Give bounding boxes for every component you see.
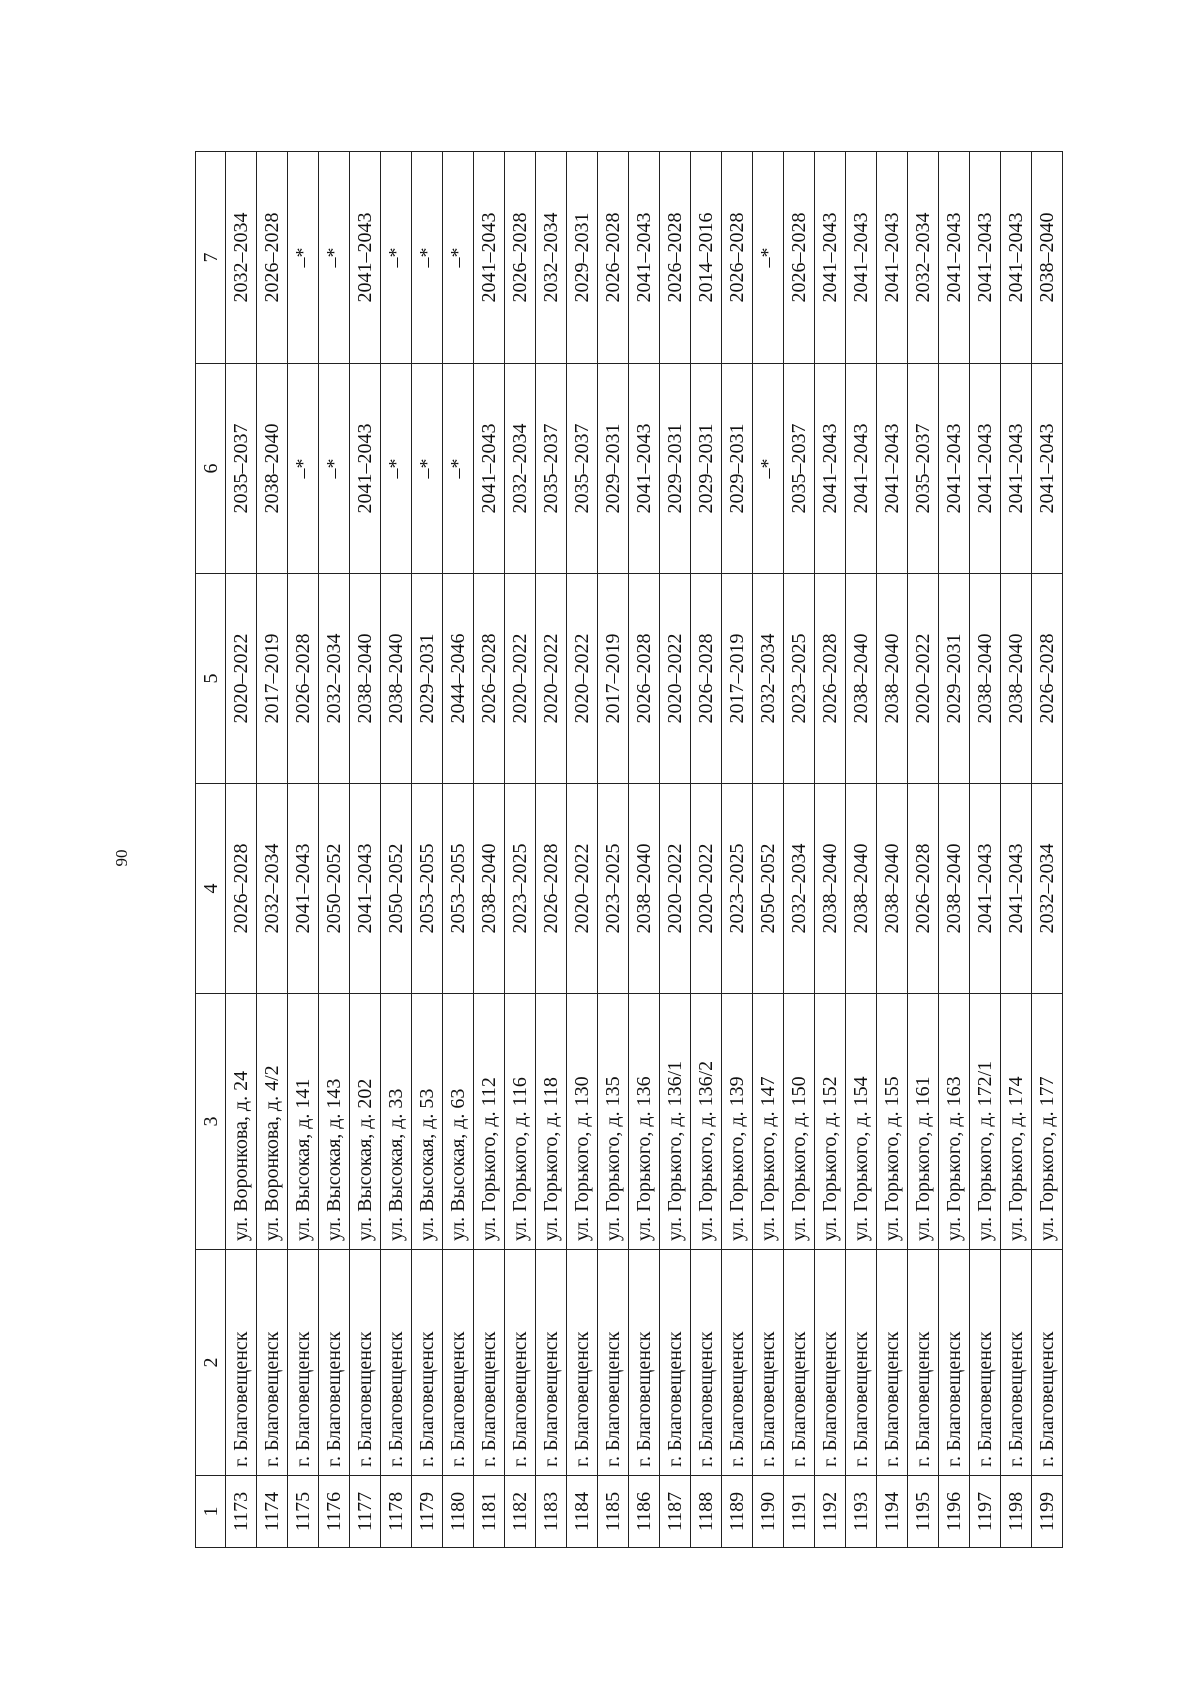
address-cell: ул. Горького, д. 135 xyxy=(598,994,629,1250)
period-col6-cell: 2041–2043 xyxy=(1001,364,1032,574)
column-header-4: 4 xyxy=(196,784,226,994)
period-col5-cell: 2020–2022 xyxy=(536,574,567,784)
period-col6-cell: 2029–2031 xyxy=(660,364,691,574)
period-col4-cell: 2041–2043 xyxy=(1001,784,1032,994)
period-col4-cell: 2026–2028 xyxy=(536,784,567,994)
period-col4-cell: 2032–2034 xyxy=(784,784,815,994)
city-cell: г. Благовещенск xyxy=(412,1250,443,1476)
address-cell: ул. Горького, д. 152 xyxy=(815,994,846,1250)
period-col7-cell: 2041–2043 xyxy=(815,152,846,364)
address-cell: ул. Горького, д. 154 xyxy=(846,994,877,1250)
period-col7-cell: 2041–2043 xyxy=(939,152,970,364)
row-number-cell: 1185 xyxy=(598,1476,629,1548)
table-row xyxy=(629,152,660,1548)
data-table xyxy=(195,151,1063,1548)
address-cell: ул. Горького, д. 139 xyxy=(722,994,753,1250)
row-number-cell: 1188 xyxy=(691,1476,722,1548)
row-number-cell: 1193 xyxy=(846,1476,877,1548)
table-row xyxy=(381,152,412,1548)
period-col5-cell: 2044–2046 xyxy=(443,574,474,784)
period-col4-cell: 2020–2022 xyxy=(660,784,691,994)
table-body xyxy=(226,152,1063,1548)
address-cell: ул. Высокая, д. 141 xyxy=(288,994,319,1250)
row-number-cell: 1179 xyxy=(412,1476,443,1548)
row-number-cell: 1176 xyxy=(319,1476,350,1548)
table-row xyxy=(598,152,629,1548)
table-row xyxy=(412,152,443,1548)
row-number-cell: 1187 xyxy=(660,1476,691,1548)
period-col5-cell: 2020–2022 xyxy=(226,574,257,784)
period-col4-cell: 2041–2043 xyxy=(970,784,1001,994)
period-col6-cell: –* xyxy=(288,364,319,574)
column-header-7: 7 xyxy=(196,152,226,364)
table-row xyxy=(319,152,350,1548)
address-cell: ул. Высокая, д. 33 xyxy=(381,994,412,1250)
period-col5-cell: 2026–2028 xyxy=(629,574,660,784)
period-col4-cell: 2053–2055 xyxy=(412,784,443,994)
period-col7-cell: –* xyxy=(443,152,474,364)
address-cell: ул. Горького, д. 136 xyxy=(629,994,660,1250)
period-col7-cell: 2041–2043 xyxy=(877,152,908,364)
table-row xyxy=(660,152,691,1548)
address-cell: ул. Высокая, д. 63 xyxy=(443,994,474,1250)
city-cell: г. Благовещенск xyxy=(908,1250,939,1476)
city-cell: г. Благовещенск xyxy=(939,1250,970,1476)
city-cell: г. Благовещенск xyxy=(257,1250,288,1476)
period-col6-cell: 2035–2037 xyxy=(784,364,815,574)
row-number-cell: 1173 xyxy=(226,1476,257,1548)
table-row xyxy=(257,152,288,1548)
period-col7-cell: 2014–2016 xyxy=(691,152,722,364)
period-col6-cell: 2041–2043 xyxy=(970,364,1001,574)
period-col7-cell: 2041–2043 xyxy=(350,152,381,364)
address-cell: ул. Горького, д. 163 xyxy=(939,994,970,1250)
column-header-1: 1 xyxy=(196,1476,226,1548)
table-row xyxy=(350,152,381,1548)
header-row xyxy=(196,152,226,1548)
city-cell: г. Благовещенск xyxy=(970,1250,1001,1476)
period-col7-cell: 2032–2034 xyxy=(536,152,567,364)
period-col5-cell: 2026–2028 xyxy=(474,574,505,784)
period-col5-cell: 2029–2031 xyxy=(939,574,970,784)
table-row xyxy=(691,152,722,1548)
city-cell: г. Благовещенск xyxy=(505,1250,536,1476)
column-header-6: 6 xyxy=(196,364,226,574)
period-col6-cell: 2041–2043 xyxy=(1032,364,1063,574)
city-cell: г. Благовещенск xyxy=(815,1250,846,1476)
period-col7-cell: 2026–2028 xyxy=(257,152,288,364)
period-col4-cell: 2023–2025 xyxy=(598,784,629,994)
address-cell: ул. Горького, д. 130 xyxy=(567,994,598,1250)
table-header xyxy=(196,152,226,1548)
address-cell: ул. Высокая, д. 143 xyxy=(319,994,350,1250)
period-col6-cell: 2041–2043 xyxy=(474,364,505,574)
row-number-cell: 1189 xyxy=(722,1476,753,1548)
row-number-cell: 1180 xyxy=(443,1476,474,1548)
row-number-cell: 1191 xyxy=(784,1476,815,1548)
column-header-2: 2 xyxy=(196,1250,226,1476)
table-row xyxy=(970,152,1001,1548)
table-row xyxy=(288,152,319,1548)
period-col6-cell: 2035–2037 xyxy=(567,364,598,574)
city-cell: г. Благовещенск xyxy=(350,1250,381,1476)
period-col7-cell: 2026–2028 xyxy=(505,152,536,364)
period-col4-cell: 2038–2040 xyxy=(629,784,660,994)
row-number-cell: 1181 xyxy=(474,1476,505,1548)
period-col6-cell: 2029–2031 xyxy=(598,364,629,574)
period-col6-cell: –* xyxy=(443,364,474,574)
city-cell: г. Благовещенск xyxy=(288,1250,319,1476)
address-cell: ул. Горького, д. 172/1 xyxy=(970,994,1001,1250)
period-col6-cell: 2041–2043 xyxy=(877,364,908,574)
period-col4-cell: 2050–2052 xyxy=(381,784,412,994)
period-col7-cell: 2032–2034 xyxy=(908,152,939,364)
table-row xyxy=(226,152,257,1548)
period-col5-cell: 2026–2028 xyxy=(288,574,319,784)
city-cell: г. Благовещенск xyxy=(1032,1250,1063,1476)
city-cell: г. Благовещенск xyxy=(784,1250,815,1476)
row-number-cell: 1197 xyxy=(970,1476,1001,1548)
table-row xyxy=(908,152,939,1548)
city-cell: г. Благовещенск xyxy=(536,1250,567,1476)
row-number-cell: 1186 xyxy=(629,1476,660,1548)
address-cell: ул. Горького, д. 112 xyxy=(474,994,505,1250)
address-cell: ул. Горького, д. 136/1 xyxy=(660,994,691,1250)
period-col4-cell: 2023–2025 xyxy=(505,784,536,994)
table-row xyxy=(567,152,598,1548)
table-row xyxy=(753,152,784,1548)
row-number-cell: 1175 xyxy=(288,1476,319,1548)
row-number-cell: 1182 xyxy=(505,1476,536,1548)
period-col5-cell: 2020–2022 xyxy=(567,574,598,784)
period-col5-cell: 2029–2031 xyxy=(412,574,443,784)
row-number-cell: 1174 xyxy=(257,1476,288,1548)
column-header-5: 5 xyxy=(196,574,226,784)
period-col5-cell: 2038–2040 xyxy=(970,574,1001,784)
period-col6-cell: 2041–2043 xyxy=(350,364,381,574)
period-col6-cell: 2041–2043 xyxy=(846,364,877,574)
period-col6-cell: –* xyxy=(319,364,350,574)
table-row xyxy=(474,152,505,1548)
row-number-cell: 1194 xyxy=(877,1476,908,1548)
city-cell: г. Благовещенск xyxy=(226,1250,257,1476)
address-cell: ул. Горького, д. 150 xyxy=(784,994,815,1250)
table-row xyxy=(1001,152,1032,1548)
period-col5-cell: 2023–2025 xyxy=(784,574,815,784)
address-cell: ул. Горького, д. 155 xyxy=(877,994,908,1250)
address-cell: ул. Горького, д. 174 xyxy=(1001,994,1032,1250)
address-cell: ул. Высокая, д. 53 xyxy=(412,994,443,1250)
address-cell: ул. Высокая, д. 202 xyxy=(350,994,381,1250)
period-col4-cell: 2053–2055 xyxy=(443,784,474,994)
period-col4-cell: 2038–2040 xyxy=(815,784,846,994)
period-col6-cell: –* xyxy=(412,364,443,574)
period-col6-cell: 2041–2043 xyxy=(815,364,846,574)
period-col7-cell: 2026–2028 xyxy=(722,152,753,364)
period-col7-cell: 2038–2040 xyxy=(1032,152,1063,364)
table-row xyxy=(505,152,536,1548)
city-cell: г. Благовещенск xyxy=(381,1250,412,1476)
period-col4-cell: 2026–2028 xyxy=(908,784,939,994)
period-col5-cell: 2020–2022 xyxy=(660,574,691,784)
period-col4-cell: 2023–2025 xyxy=(722,784,753,994)
city-cell: г. Благовещенск xyxy=(443,1250,474,1476)
period-col6-cell: 2041–2043 xyxy=(939,364,970,574)
table-row xyxy=(939,152,970,1548)
period-col7-cell: 2041–2043 xyxy=(846,152,877,364)
period-col4-cell: 2041–2043 xyxy=(350,784,381,994)
city-cell: г. Благовещенск xyxy=(877,1250,908,1476)
period-col7-cell: –* xyxy=(412,152,443,364)
page-number: 90 xyxy=(112,849,131,867)
table-row xyxy=(784,152,815,1548)
period-col4-cell: 2038–2040 xyxy=(474,784,505,994)
table-row xyxy=(846,152,877,1548)
period-col7-cell: 2041–2043 xyxy=(629,152,660,364)
city-cell: г. Благовещенск xyxy=(474,1250,505,1476)
address-cell: ул. Горького, д. 177 xyxy=(1032,994,1063,1250)
period-col4-cell: 2038–2040 xyxy=(846,784,877,994)
row-number-cell: 1177 xyxy=(350,1476,381,1548)
address-cell: ул. Горького, д. 136/2 xyxy=(691,994,722,1250)
city-cell: г. Благовещенск xyxy=(660,1250,691,1476)
row-number-cell: 1184 xyxy=(567,1476,598,1548)
period-col4-cell: 2026–2028 xyxy=(226,784,257,994)
table-row xyxy=(877,152,908,1548)
period-col5-cell: 2038–2040 xyxy=(1001,574,1032,784)
period-col7-cell: –* xyxy=(288,152,319,364)
period-col6-cell: 2035–2037 xyxy=(908,364,939,574)
period-col5-cell: 2026–2028 xyxy=(1032,574,1063,784)
period-col6-cell: 2041–2043 xyxy=(629,364,660,574)
period-col4-cell: 2020–2022 xyxy=(691,784,722,994)
period-col5-cell: 2026–2028 xyxy=(691,574,722,784)
row-number-cell: 1192 xyxy=(815,1476,846,1548)
period-col4-cell: 2038–2040 xyxy=(939,784,970,994)
period-col4-cell: 2020–2022 xyxy=(567,784,598,994)
period-col5-cell: 2017–2019 xyxy=(598,574,629,784)
period-col4-cell: 2038–2040 xyxy=(877,784,908,994)
period-col7-cell: –* xyxy=(753,152,784,364)
period-col4-cell: 2050–2052 xyxy=(753,784,784,994)
period-col7-cell: 2026–2028 xyxy=(660,152,691,364)
address-cell: ул. Горького, д. 116 xyxy=(505,994,536,1250)
row-number-cell: 1195 xyxy=(908,1476,939,1548)
period-col7-cell: 2041–2043 xyxy=(970,152,1001,364)
city-cell: г. Благовещенск xyxy=(598,1250,629,1476)
period-col4-cell: 2050–2052 xyxy=(319,784,350,994)
period-col7-cell: 2041–2043 xyxy=(1001,152,1032,364)
period-col5-cell: 2032–2034 xyxy=(319,574,350,784)
city-cell: г. Благовещенск xyxy=(722,1250,753,1476)
table-row xyxy=(536,152,567,1548)
city-cell: г. Благовещенск xyxy=(691,1250,722,1476)
period-col6-cell: 2029–2031 xyxy=(722,364,753,574)
period-col7-cell: 2041–2043 xyxy=(474,152,505,364)
period-col5-cell: 2017–2019 xyxy=(257,574,288,784)
period-col6-cell: 2038–2040 xyxy=(257,364,288,574)
period-col5-cell: 2026–2028 xyxy=(815,574,846,784)
address-cell: ул. Горького, д. 147 xyxy=(753,994,784,1250)
period-col5-cell: 2020–2022 xyxy=(908,574,939,784)
table-row xyxy=(815,152,846,1548)
period-col7-cell: 2026–2028 xyxy=(598,152,629,364)
period-col6-cell: –* xyxy=(753,364,784,574)
row-number-cell: 1196 xyxy=(939,1476,970,1548)
address-cell: ул. Воронкова, д. 24 xyxy=(226,994,257,1250)
table-row xyxy=(1032,152,1063,1548)
period-col7-cell: –* xyxy=(319,152,350,364)
period-col7-cell: –* xyxy=(381,152,412,364)
row-number-cell: 1178 xyxy=(381,1476,412,1548)
city-cell: г. Благовещенск xyxy=(567,1250,598,1476)
period-col7-cell: 2026–2028 xyxy=(784,152,815,364)
address-cell: ул. Воронкова, д. 4/2 xyxy=(257,994,288,1250)
period-col4-cell: 2041–2043 xyxy=(288,784,319,994)
city-cell: г. Благовещенск xyxy=(1001,1250,1032,1476)
row-number-cell: 1199 xyxy=(1032,1476,1063,1548)
period-col5-cell: 2038–2040 xyxy=(350,574,381,784)
address-cell: ул. Горького, д. 118 xyxy=(536,994,567,1250)
period-col6-cell: 2035–2037 xyxy=(226,364,257,574)
period-col4-cell: 2032–2034 xyxy=(257,784,288,994)
period-col6-cell: 2035–2037 xyxy=(536,364,567,574)
row-number-cell: 1183 xyxy=(536,1476,567,1548)
city-cell: г. Благовещенск xyxy=(753,1250,784,1476)
city-cell: г. Благовещенск xyxy=(629,1250,660,1476)
table-row xyxy=(722,152,753,1548)
table-container xyxy=(195,152,1114,1548)
period-col6-cell: 2029–2031 xyxy=(691,364,722,574)
period-col5-cell: 2017–2019 xyxy=(722,574,753,784)
period-col7-cell: 2029–2031 xyxy=(567,152,598,364)
period-col6-cell: 2032–2034 xyxy=(505,364,536,574)
period-col6-cell: –* xyxy=(381,364,412,574)
period-col5-cell: 2038–2040 xyxy=(846,574,877,784)
period-col4-cell: 2032–2034 xyxy=(1032,784,1063,994)
period-col7-cell: 2032–2034 xyxy=(226,152,257,364)
period-col5-cell: 2038–2040 xyxy=(877,574,908,784)
row-number-cell: 1190 xyxy=(753,1476,784,1548)
row-number-cell: 1198 xyxy=(1001,1476,1032,1548)
city-cell: г. Благовещенск xyxy=(319,1250,350,1476)
period-col5-cell: 2032–2034 xyxy=(753,574,784,784)
period-col5-cell: 2038–2040 xyxy=(381,574,412,784)
table-row xyxy=(443,152,474,1548)
column-header-3: 3 xyxy=(196,994,226,1250)
period-col5-cell: 2020–2022 xyxy=(505,574,536,784)
address-cell: ул. Горького, д. 161 xyxy=(908,994,939,1250)
city-cell: г. Благовещенск xyxy=(846,1250,877,1476)
